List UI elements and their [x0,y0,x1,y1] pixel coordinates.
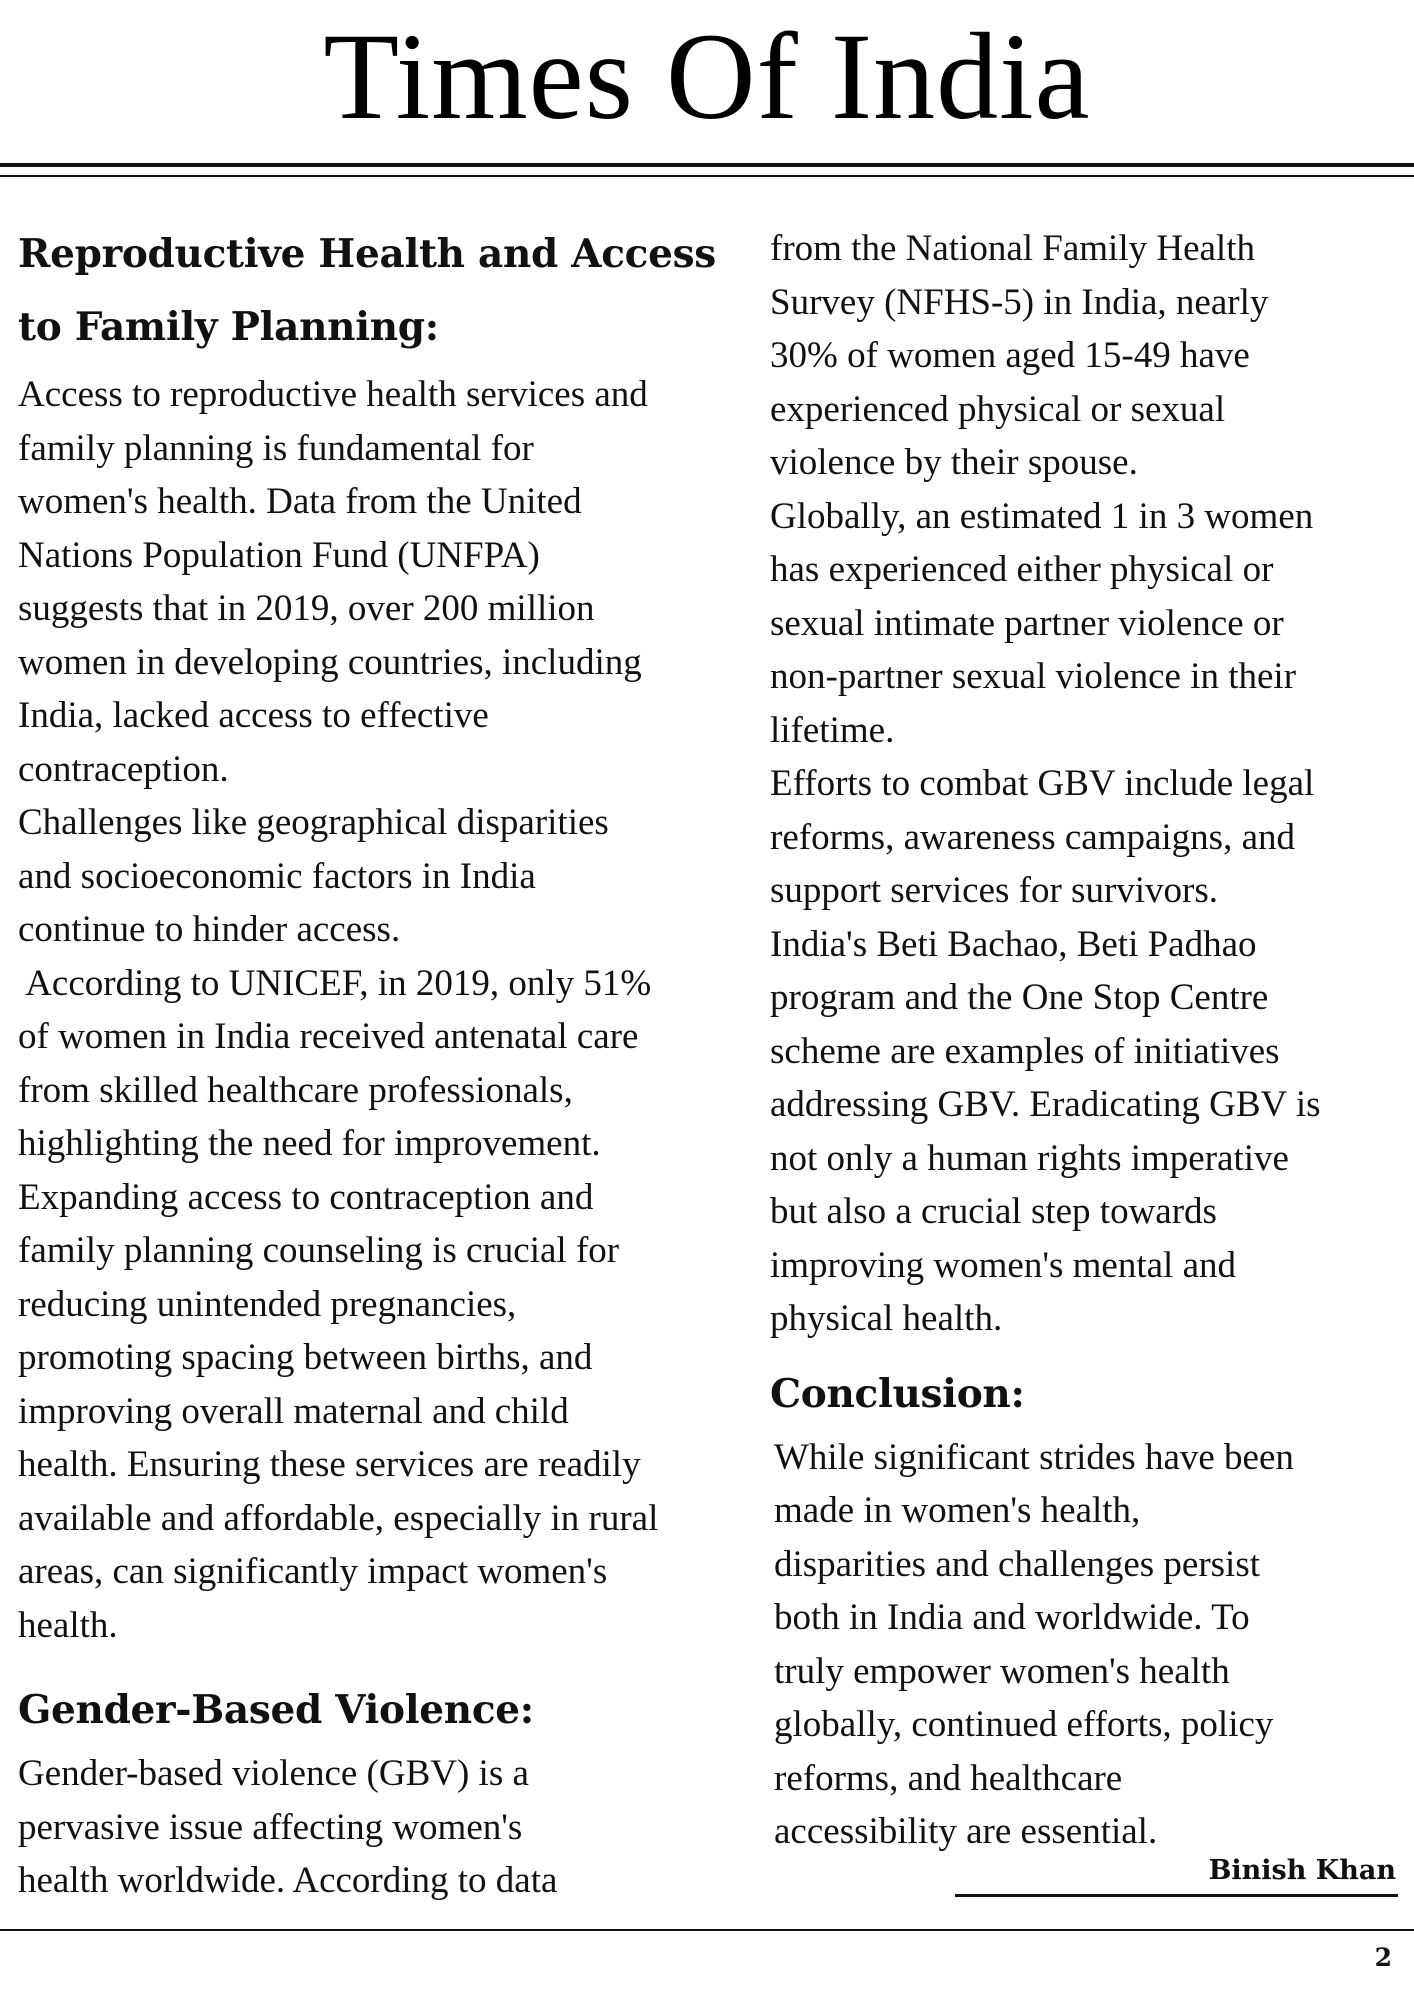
text-line: women's health. Data from the United [18,481,582,522]
text-line: improving women's mental and [770,1244,1237,1286]
text-line: India, lacked access to effective [18,695,489,736]
text-line: scheme are examples of initiatives [770,1030,1280,1072]
text-line: from the National Family Health [770,228,1255,269]
text-line: experienced physical or sexual [770,388,1226,430]
text-line: Survey (NFHS-5) in India, nearly [770,281,1269,323]
text-line: lifetime. [770,709,895,751]
text-line: improving overall maternal and child [18,1390,569,1432]
text-line: both in India and worldwide. To [774,1597,1250,1638]
text-line: reducing unintended pregnancies, [18,1283,517,1325]
text-line: India's Beti Bachao, Beti Padhao [770,923,1257,965]
heading-line: Reproductive Health and Access [18,231,716,277]
text-line: non-partner sexual violence in their [770,656,1297,697]
section-heading-reproductive-health [18,218,758,364]
text-line: Efforts to combat GBV include legal [770,763,1315,804]
text-line: Challenges like geographical disparities [18,802,609,843]
section-heading-conclusion: Conclusion: [770,1370,1025,1417]
text-line: family planning is fundamental for [18,427,534,469]
text-line: reforms, and healthcare [774,1757,1123,1799]
text-line: suggests that in 2019, over 200 million [18,588,595,629]
text-line: Nations Population Fund (UNFPA) [18,534,540,576]
text-line: While significant strides have been [774,1436,1294,1478]
text-line: program and the One Stop Centre [770,977,1269,1018]
paragraph-gender-based-violence [18,1747,758,1908]
text-line: disparities and challenges persist [774,1543,1261,1585]
text-line: available and affordable, especially in rural [18,1497,659,1539]
page-number: 2 [1374,1943,1392,1972]
text-line: made in women's health, [774,1490,1141,1531]
text-line: According to UNICEF, in 2019, only 51% [18,962,652,1004]
text-line: truly empower women's health [774,1650,1230,1692]
byline-rule [955,1894,1398,1897]
text-line: highlighting the need for improvement. [18,1123,601,1164]
heading-line: to Family Planning: [18,304,439,350]
text-line: of women in India received antenatal care [18,1016,639,1057]
text-line: Globally, an estimated 1 in 3 women [770,495,1314,537]
text-line: contraception. [18,748,229,790]
text-line: globally, continued efforts, policy [774,1704,1274,1745]
text-line: physical health. [770,1298,1003,1339]
text-line: areas, can significantly impact women's [18,1551,608,1592]
right-column [770,222,1400,1859]
text-line: health. [18,1604,118,1646]
masthead-rule-thick [0,163,1414,167]
text-line: violence by their spouse. [770,442,1138,483]
text-line: health. Ensuring these services are readily [18,1444,641,1485]
text-line: addressing GBV. Eradicating GBV is [770,1084,1321,1125]
text-line: pervasive issue affecting women's [18,1806,523,1848]
text-line: not only a human rights imperative [770,1137,1289,1179]
text-line: has experienced either physical or [770,549,1274,590]
paragraph-reproductive-health [18,368,758,1652]
text-line: from skilled healthcare professionals, [18,1069,573,1111]
paragraph-gbv-continued [770,222,1400,1346]
section-heading-gender-based-violence: Gender-Based Violence: [18,1687,534,1733]
text-line: family planning counseling is crucial for [18,1230,620,1271]
masthead-rule-thin [0,175,1414,177]
text-line: promoting spacing between births, and [18,1337,593,1378]
text-line: Gender-based violence (GBV) is a [18,1753,529,1794]
text-line: 30% of women aged 15-49 have [770,335,1250,376]
text-line: health worldwide. According to data [18,1860,558,1901]
left-column [18,218,758,1908]
text-line: continue to hinder access. [18,909,401,950]
text-line: Expanding access to contraception and [18,1176,594,1218]
text-line: women in developing countries, including [18,641,642,683]
text-line: support services for survivors. [770,870,1219,911]
text-line: but also a crucial step towards [770,1191,1217,1232]
masthead-title: Times Of India [323,8,1091,145]
author-byline: Binish Khan [1208,1855,1396,1886]
text-line: reforms, awareness campaigns, and [770,816,1295,858]
text-line: Access to reproductive health services and [18,374,648,415]
paragraph-conclusion [770,1431,1400,1859]
text-line: and socioeconomic factors in India [18,855,536,897]
footer-rule [0,1929,1414,1931]
text-line: accessibility are essential. [774,1811,1158,1852]
text-line: sexual intimate partner violence or [770,602,1284,644]
